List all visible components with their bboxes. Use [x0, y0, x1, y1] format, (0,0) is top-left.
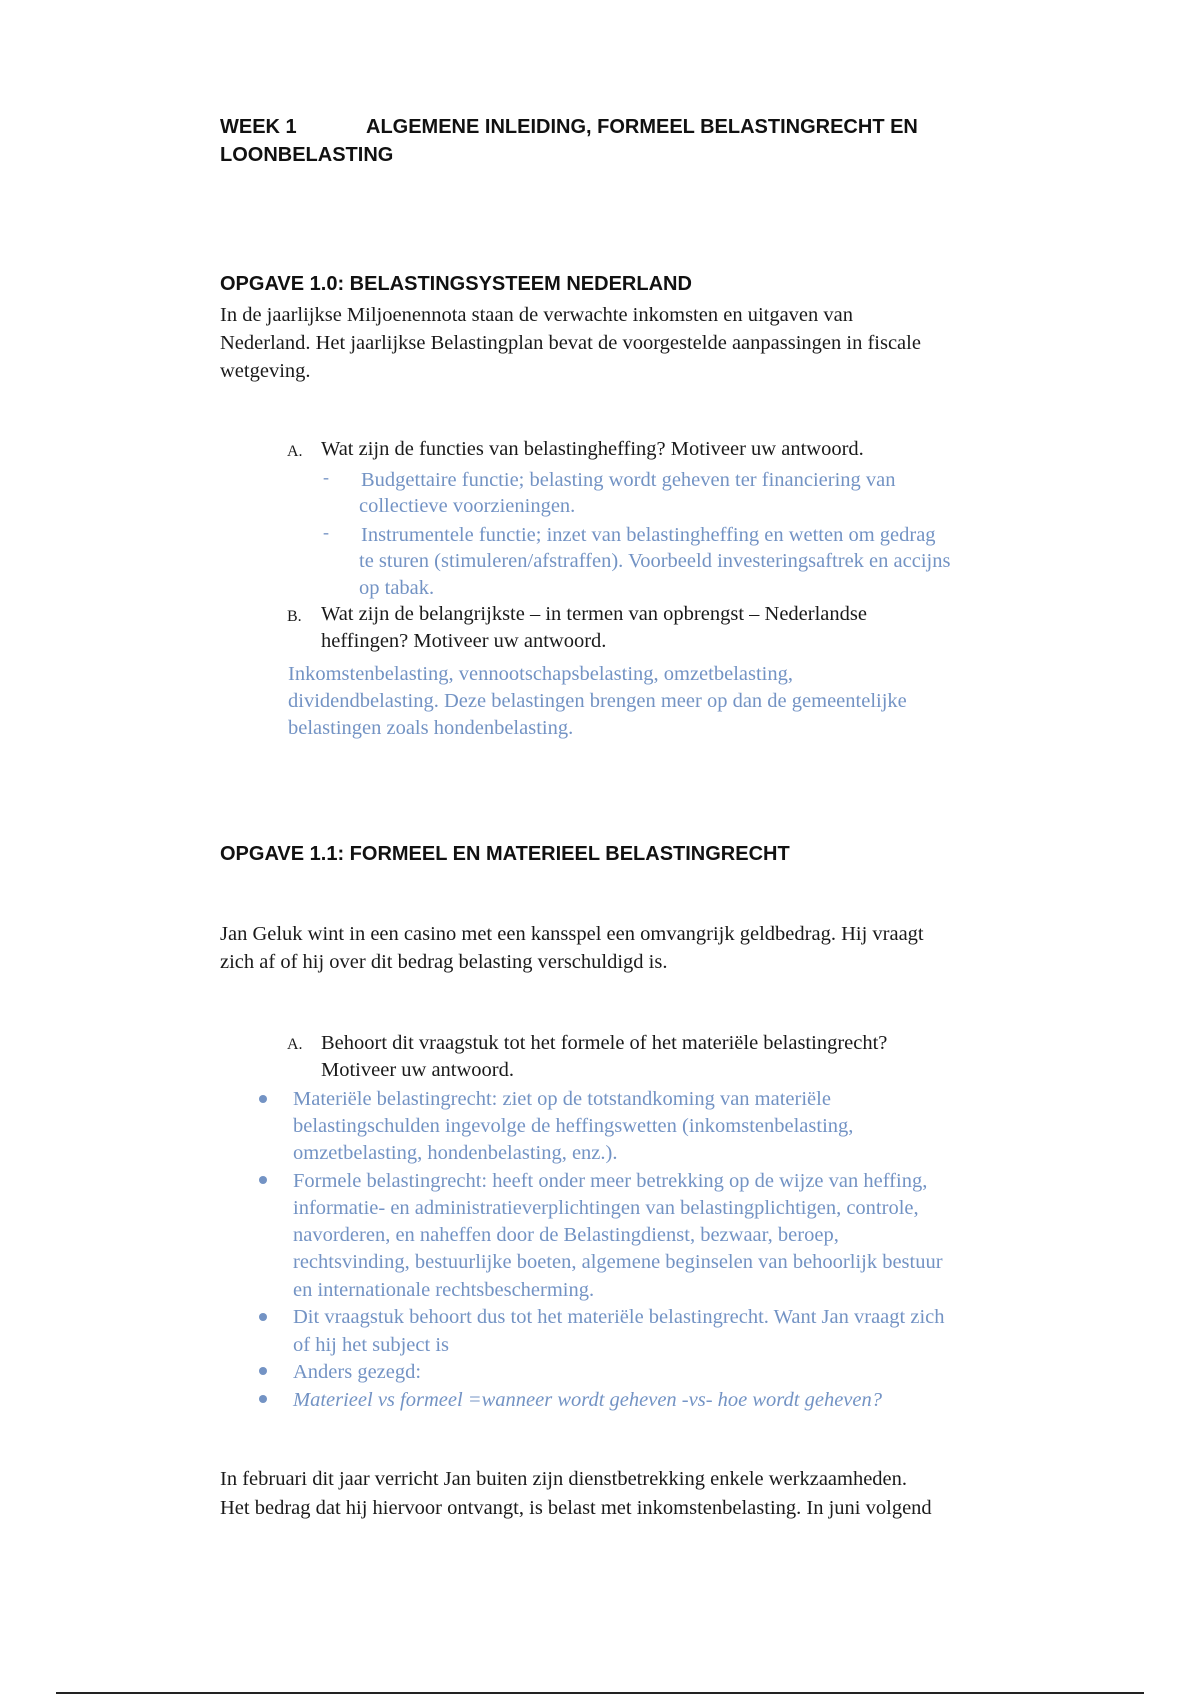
answer-a-item-2-line: op tabak.	[359, 577, 435, 599]
page-bottom-rule	[56, 1692, 1144, 1694]
bullet-3-line: Dit vraagstuk behoort dus tot het materiële belastingrecht. Want Jan vraagt zich	[293, 1306, 945, 1328]
bullet-3-line: of hij het subject is	[293, 1334, 450, 1356]
answer-a-item-2-line: Instrumentele functie; inzet van belastingheffing en wetten om gedrag	[361, 524, 936, 546]
answer-a-item-2-line: te sturen (stimuleren/afstraffen). Voorbeeld investeringsaftrek en accijns	[359, 550, 951, 572]
bullet-1-line: Materiële belastingrecht: ziet op de totstandkoming van materiële	[293, 1088, 831, 1110]
bullet-2-line: Formele belastingrecht: heeft onder meer betrekking op de wijze van heffing,	[293, 1170, 928, 1192]
answer-b-line: Inkomstenbelasting, vennootschapsbelasting, omzetbelasting,	[288, 663, 793, 685]
opgave-1-1-intro-line: zich af of hij over dit bedrag belasting verschuldigd is.	[220, 951, 668, 973]
dash-bullet: -	[323, 467, 329, 487]
opgave-1-1-intro-line: Jan Geluk wint in een casino met een kansspel een omvangrijk geldbedrag. Hij vraagt	[220, 923, 924, 945]
question-b-line: Wat zijn de belangrijkste – in termen van opbrengst – Nederlandse	[321, 603, 867, 625]
answer-a-item-1-line: Budgettaire functie; belasting wordt geheven ter financiering van	[361, 469, 896, 491]
bullet-dot	[259, 1176, 267, 1184]
question-a-line: Motiveer uw antwoord.	[321, 1059, 514, 1081]
bullet-dot	[259, 1367, 267, 1375]
question-a-text: Wat zijn de functies van belastingheffing? Motiveer uw antwoord.	[321, 438, 864, 460]
bullet-5-line: Materieel vs formeel =wanneer wordt geheven -vs- hoe wordt geheven?	[293, 1389, 882, 1411]
opgave-1-0-intro-line: Nederland. Het jaarlijkse Belastingplan bevat de voorgestelde aanpassingen in fiscale	[220, 332, 921, 354]
question-b-label: B.	[287, 608, 302, 625]
answer-b-line: belastingen zoals hondenbelasting.	[288, 717, 574, 739]
bullet-2-line: navorderen, en naheffen door de Belastingdienst, bezwaar, beroep,	[293, 1224, 839, 1246]
question-a-label: A.	[287, 1036, 303, 1053]
answer-a-item-1-line: collectieve voorzieningen.	[359, 495, 576, 517]
bullet-dot	[259, 1313, 267, 1321]
week-title-line-2: LOONBELASTING	[220, 144, 394, 166]
closing-line: In februari dit jaar verricht Jan buiten zijn dienstbetrekking enkele werkzaamheden.	[220, 1468, 908, 1490]
bullet-2-line: rechtsvinding, bestuurlijke boeten, algemene beginselen van behoorlijk bestuur	[293, 1251, 943, 1273]
answer-b-line: dividendbelasting. Deze belastingen brengen meer op dan de gemeentelijke	[288, 690, 907, 712]
question-b-line: heffingen? Motiveer uw antwoord.	[321, 630, 607, 652]
week-title-line-1: ALGEMENE INLEIDING, FORMEEL BELASTINGRECHT EN	[366, 116, 918, 138]
bullet-dot	[259, 1095, 267, 1103]
closing-line: Het bedrag dat hij hiervoor ontvangt, is belast met inkomstenbelasting. In juni volgend	[220, 1497, 932, 1519]
dash-bullet: -	[323, 522, 329, 542]
bullet-2-line: en internationale rechtsbescherming.	[293, 1279, 595, 1301]
question-a-label: A.	[287, 443, 303, 460]
bullet-1-line: belastingschulden ingevolge de heffingswetten (inkomstenbelasting,	[293, 1115, 854, 1137]
bullet-1-line: omzetbelasting, hondenbelasting, enz.).	[293, 1142, 618, 1164]
opgave-1-1-heading: OPGAVE 1.1: FORMEEL EN MATERIEEL BELASTINGRECHT	[220, 843, 790, 865]
bullet-2-line: informatie- en administratieverplichtingen van belastingplichtigen, controle,	[293, 1197, 919, 1219]
opgave-1-0-intro-line: In de jaarlijkse Miljoenennota staan de verwachte inkomsten en uitgaven van	[220, 304, 854, 326]
week-label: WEEK 1	[220, 116, 297, 138]
bullet-4-line: Anders gezegd:	[293, 1361, 422, 1383]
bullet-dot	[259, 1395, 267, 1403]
opgave-1-0-heading: OPGAVE 1.0: BELASTINGSYSTEEM NEDERLAND	[220, 273, 692, 295]
opgave-1-0-intro-line: wetgeving.	[220, 360, 311, 382]
question-a-line: Behoort dit vraagstuk tot het formele of het materiële belastingrecht?	[321, 1032, 888, 1054]
